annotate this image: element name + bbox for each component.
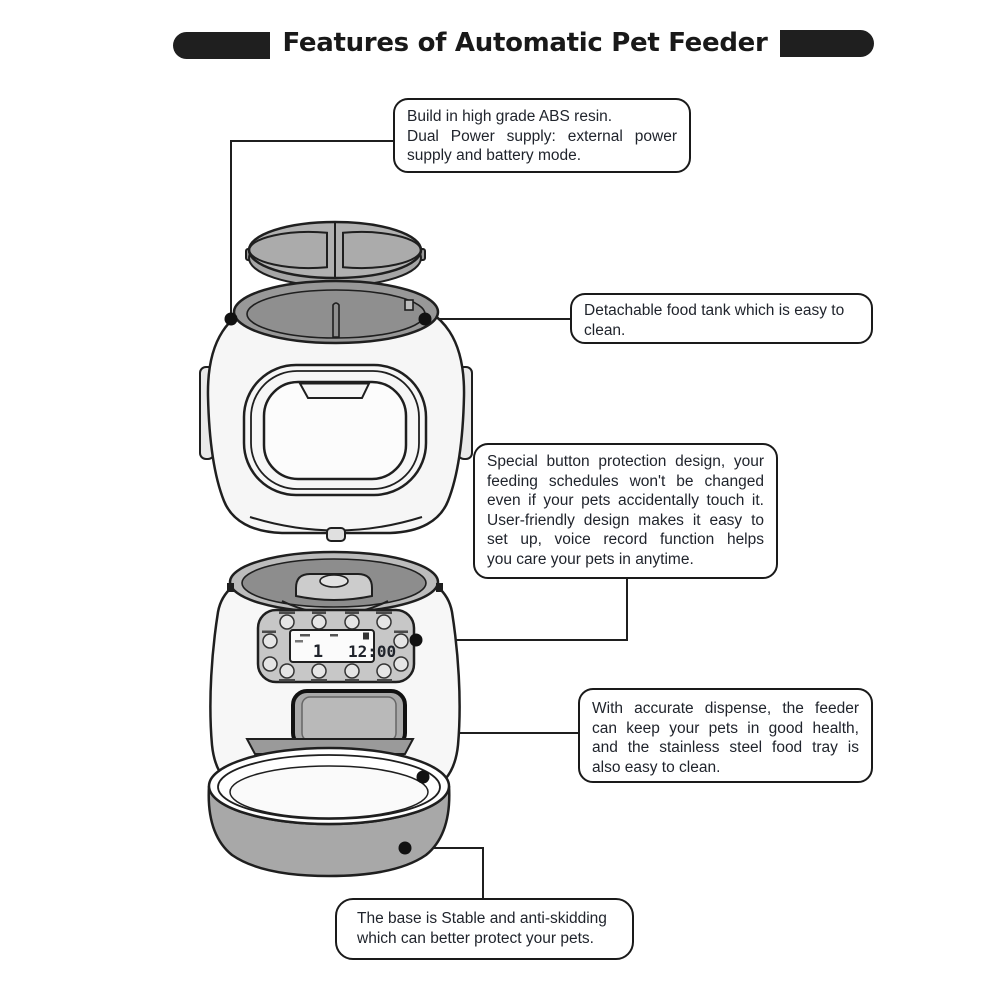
panel-button — [345, 615, 359, 629]
callout-dispense-tray — [578, 688, 873, 783]
callout-line: you care your pets in anytime. — [487, 550, 694, 568]
callout-line: Build in high grade ABS resin. — [407, 108, 613, 125]
feeder-lid — [246, 222, 425, 286]
panel-button — [280, 664, 294, 678]
anchor-dot-button-protection — [410, 634, 423, 647]
callout-line: The base is Stable and anti-skidding — [357, 910, 607, 927]
chute-door-inner — [302, 697, 396, 741]
callout-line: Detachable food tank which is easy to — [584, 302, 845, 319]
callout-line: and the stainless steel food tray is — [592, 739, 859, 757]
tank-opening-clip — [405, 300, 413, 310]
callout-line: Special button protection design, your — [487, 453, 764, 470]
base-opening-right-clip — [436, 583, 443, 592]
lcd-meal-count: 1 — [312, 642, 324, 662]
callout-food-tank — [570, 293, 873, 344]
callout-line: Dual Power supply: external power — [407, 127, 677, 145]
callout-line: User-friendly design makes it easy to — [487, 511, 764, 529]
callout-line: With accurate dispense, the feeder — [592, 700, 859, 717]
panel-button — [263, 634, 277, 648]
panel-button — [345, 664, 359, 678]
lcd-speaker-icon — [363, 633, 369, 640]
base-opening-left-clip — [227, 583, 234, 592]
callout-line: can keep your pets in good health, — [592, 719, 859, 737]
callout-line: feeding schedules won't be changed — [487, 472, 764, 490]
panel-button — [377, 664, 391, 678]
page-title: Features of Automatic Pet Feeder — [282, 28, 768, 58]
bowl-interior — [230, 766, 428, 818]
lcd-status-mark — [300, 634, 310, 637]
control-panel — [258, 610, 414, 682]
tank-opening-divider — [333, 303, 339, 337]
callout-line: set up, voice record function helps — [487, 531, 764, 549]
anchor-dot-food-tank — [419, 313, 432, 326]
panel-button — [312, 664, 326, 678]
callout-line: supply and battery mode. — [407, 147, 582, 165]
callout-material-power — [393, 98, 691, 173]
title-banner-left-bar — [173, 32, 270, 59]
anchor-dot-dispense-tray — [417, 771, 430, 784]
lcd-time: 12:00 — [348, 642, 397, 661]
callout-line: also easy to clean. — [592, 758, 721, 776]
callout-stable-base — [335, 898, 634, 960]
anchor-dot-material-power — [225, 313, 238, 326]
feeding-bowl — [209, 748, 450, 876]
panel-button — [280, 615, 294, 629]
tank-bottom-nub — [327, 528, 345, 541]
window-notch — [300, 384, 369, 399]
panel-button — [377, 615, 391, 629]
callout-line: which can better protect your pets. — [357, 929, 594, 947]
panel-button — [312, 615, 326, 629]
dispense-funnel — [320, 575, 348, 587]
title-banner-right-bar — [780, 30, 874, 57]
panel-button — [263, 657, 277, 671]
callout-button-protection — [473, 443, 778, 579]
lcd-status-mark — [330, 634, 338, 637]
anchor-dot-stable-base — [399, 842, 412, 855]
lcd-status-mark — [295, 640, 303, 643]
callout-line: even if your pets accidentally touch it. — [487, 492, 764, 510]
callout-line: clean. — [584, 321, 626, 339]
